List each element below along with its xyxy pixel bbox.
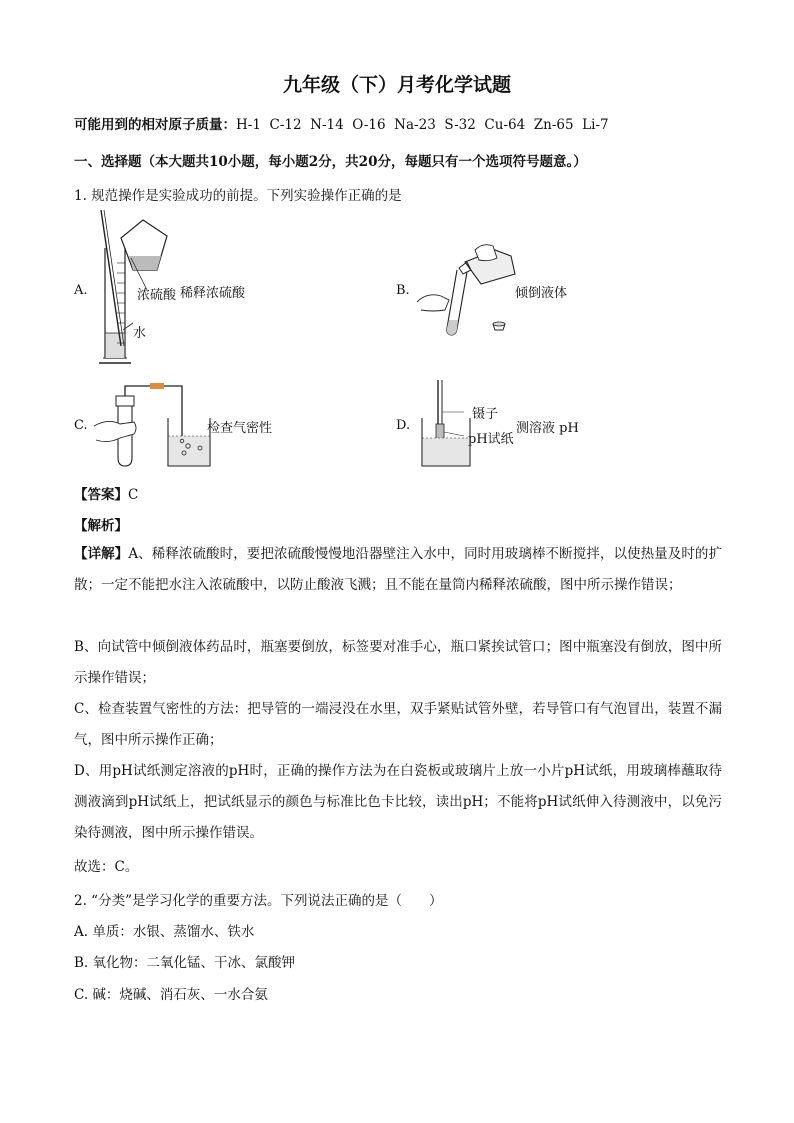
detail-label: 【详解】 [74,546,129,562]
airtightness-figure [90,378,220,470]
option-b-label: 倾倒液体 [515,286,568,301]
pour-liquid-figure [415,240,525,340]
detail-d: D、用pH试纸测定溶液的pH时，正确的操作方法为在白瓷板或玻璃片上放一小片pH试纸，用玻璃棒蘸取待测液滴到pH试纸上，把试纸显示的颜色与标准比色卡比较，读出pH；不能将pH试纸伸入待测液中，以免污染待测液，图中所示操作错误。 [74,763,722,841]
question-2-option-c: C. 碱：烧碱、消石灰、一水合氨 [74,987,268,1003]
option-a-letter: A. [74,283,88,298]
option-c-letter: C. [74,418,88,433]
detail-a [74,539,722,601]
option-d-label-tweezers: 镊子 [472,407,499,422]
option-d-label-paper: pH试纸 [468,432,514,447]
detail-c: C、检查装置气密性的方法：把导管的一端浸没在水里，双手紧贴试管外壁，若导管口有气泡冒出，装置不漏气，图中所示操作正确； [74,701,722,748]
conclusion: 故选：C。 [74,859,139,875]
answer-value: C [128,487,139,503]
option-d-label-title: 测溶液 pH [516,421,579,436]
atomic-mass-line [74,113,609,133]
detail-a-text: A、稀释浓硫酸时，要把浓硫酸慢慢地沿器壁注入水中，同时用玻璃棒不断搅拌，以使热量及时的扩散；一定不能把水注入浓硫酸中，以防止酸液飞溅；且不能在量筒内稀释浓硫酸，图中所示操作错误； [74,546,723,593]
option-d-letter: D. [396,418,411,433]
answer-label: 【答案】 [74,487,128,503]
question-2-option-a: A. 单质：水银、蒸馏水、铁水 [74,924,255,940]
option-a-label-water: 水 [133,326,147,341]
option-a-label-title: 稀释浓硫酸 [180,286,246,301]
answer-line [74,483,138,503]
page-title: 九年级（下）月考化学试题 [282,74,511,96]
atomic-mass-label: 可能用到的相对原子质量： [74,117,236,133]
option-c-label: 检查气密性 [207,421,273,436]
section-heading: 一、选择题（本大题共10小题，每小题2分，共20分，每题只有一个选项符号题意。） [74,154,587,170]
detail-b: B、向试管中倾倒液体药品时，瓶塞要倒放，标签要对准手心，瓶口紧挨试管口；图中瓶塞没有倒放，图中所示操作错误； [74,639,722,686]
option-b-letter: B. [396,283,410,298]
analysis-label: 【解析】 [74,518,128,534]
option-a-label-acid: 浓硫酸 [137,288,177,303]
question-1-stem: 1. 规范操作是实验成功的前提。下列实验操作正确的是 [74,188,402,204]
atomic-mass-values: H-1 C-12 N-14 O-16 Na-23 S-32 Cu-64 Zn-65 Li-7 [236,117,609,133]
ph-test-figure [418,378,478,470]
question-2-option-b: B. 氧化物：二氧化锰、干冰、氯酸钾 [74,955,296,971]
question-2-stem: 2. “分类”是学习化学的重要方法。下列说法正确的是（ ） [74,893,443,909]
